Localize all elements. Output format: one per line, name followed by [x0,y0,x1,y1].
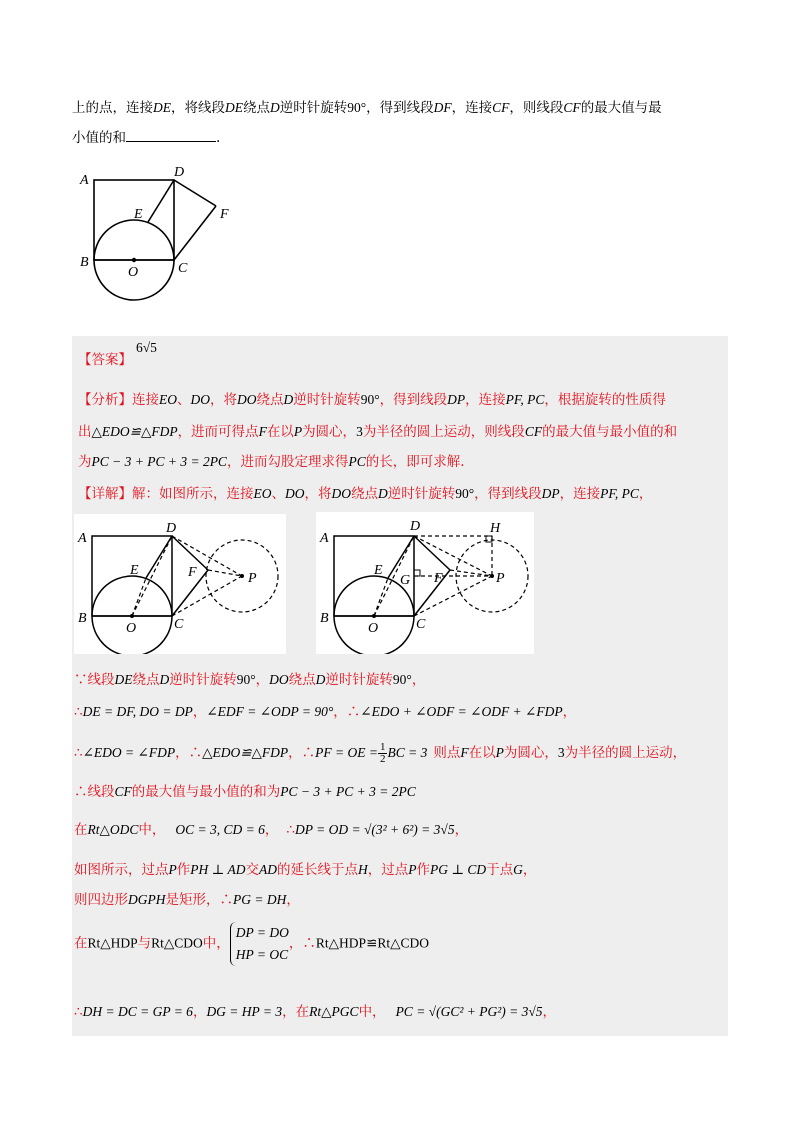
analysis-line-1: 【分析】连接EO、DO，将DO绕点D逆时针旋转90°，得到线段DP，连接PF, PC，根据旋转的性质得 [78,392,666,408]
svg-text:F: F [434,571,443,586]
step-line-4: ∴线段CF的最大值与最小值的和为PC − 3 + PC + 3 = 2PC [74,784,416,800]
answer-line [78,340,157,368]
svg-text:A: A [320,531,329,546]
svg-text:C: C [416,617,426,632]
step-line-5: 在Rt△ODC中， OC = 3, CD = 6， ∴DP = OD = √(3² + 6²) = 3√5， [74,822,469,838]
label-b: B [80,255,89,270]
step-line-8: 在Rt△HDP与Rt△CDO中， DP = DO HP = OC ，∴Rt△HDP≌Rt△CDO [74,922,429,966]
segment-df [174,180,216,206]
step-line-6: 如图所示，过点P作PH ⊥ AD交AD的延长线于点H，过点P作PG ⊥ CD于点G， [74,862,537,878]
label-e: E [134,207,143,222]
solution-figure-1 [74,514,286,654]
label-f: F [220,207,229,222]
svg-text:A: A [78,531,87,546]
svg-text:E: E [130,563,139,578]
svg-text:P: P [496,571,505,586]
question-figure [76,158,246,308]
segment-de [148,180,174,222]
svg-text:D: D [166,521,177,536]
svg-text:H: H [490,521,501,536]
answer-tag: 【答案】 [78,352,132,368]
answer-value: 6√5 [136,340,157,355]
step-line-1: ∵线段DE绕点D逆时针旋转90°，DO绕点D逆时针旋转90°， [74,672,426,688]
label-d: D [174,165,185,180]
step-line-3: ∴∠EDO = ∠FDP，∴△EDO≌△FDP，∴PF = OE = $\frac{1}{2}$ BC = 3 则点F在以P为圆心，3为半径的圆上运动， [74,741,687,765]
svg-text:O: O [368,621,379,636]
solution-figure-2 [316,512,534,654]
svg-text:F: F [188,565,197,580]
svg-text:O: O [126,621,137,636]
segment-cf [174,206,216,260]
svg-text:C: C [174,617,184,632]
svg-text:E: E [374,563,383,578]
question-line-2: 小值的和 . [72,130,221,146]
svg-text:G: G [400,573,411,588]
detail-line-1: 【详解】解：如图所示，连接EO、DO，将DO绕点D逆时针旋转90°，得到线段DP，连接PF, PC， [78,486,653,502]
equation-system: DP = DO HP = OC [230,922,289,966]
fraction-one-half: $\frac{1}{2}$ [379,741,386,765]
svg-text:B: B [320,611,329,626]
step-line-7: 则四边形DGPH是矩形，∴PG = DH， [74,892,300,908]
label-a: A [80,173,89,188]
label-o: O [128,265,139,280]
question-line-1: 上的点，连接DE，将线段DE绕点D逆时针旋转90°，得到线段DF，连接CF，则线段CF的最大值与最 [72,100,662,116]
step-line-9: ∴DH = DC = GP = 6，DG = HP = 3，在Rt△PGC中， PC = √(GC² + PG²) = 3√5， [74,1004,557,1020]
svg-text:D: D [410,519,421,534]
analysis-line-3: 为PC − 3 + PC + 3 = 2PC，进而勾股定理求得PC的长，即可求解. [78,454,465,470]
label-c: C [178,261,188,276]
answer-blank [126,129,216,142]
svg-text:P: P [248,571,257,586]
analysis-line-2: 出△EDO≌△FDP，进而可得点F在以P为圆心，3为半径的圆上运动，则线段CF的最大值与最小值的和 [78,424,678,440]
svg-text:B: B [78,611,87,626]
step-line-2: ∴DE = DF, DO = DP，∠EDF = ∠ODP = 90°，∴∠EDO + ∠ODF = ∠ODF + ∠FDP， [74,704,577,720]
